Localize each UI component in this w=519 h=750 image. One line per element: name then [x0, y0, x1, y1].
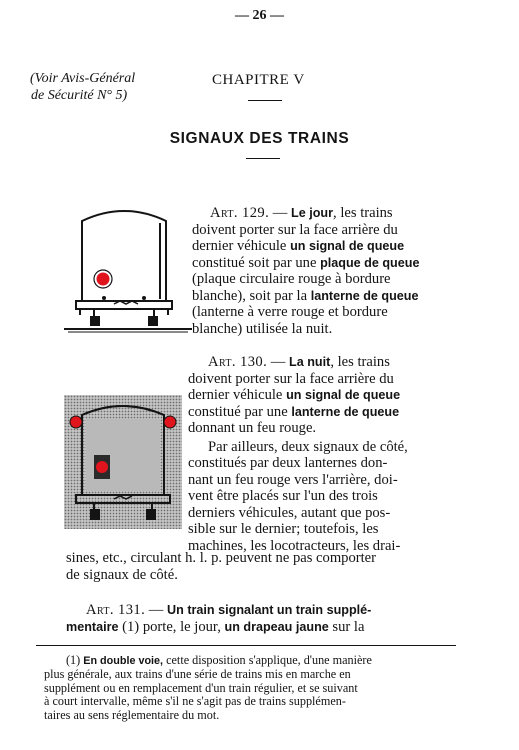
- text-run: —: [269, 205, 292, 221]
- text-run: doivent porter sur la face arrière du: [192, 221, 398, 238]
- art-line: [188, 505, 460, 522]
- text-run: constitué par une: [188, 403, 292, 420]
- art-line: [188, 387, 460, 404]
- title-rule: [246, 158, 280, 159]
- art-line: [188, 354, 460, 371]
- text-run: constitués par deux lanternes don-: [188, 455, 388, 471]
- footnote-rule: [36, 645, 456, 646]
- art-line: [188, 371, 460, 388]
- text-run: , les trains: [330, 354, 390, 370]
- text-run: , les trains: [333, 205, 393, 221]
- text-run: derniers véhicules, autant que pos-: [188, 504, 391, 521]
- text-run: —: [267, 354, 290, 370]
- art-line: [192, 205, 460, 222]
- text-run: doivent porter sur la face arrière du: [188, 370, 394, 387]
- art-line: [192, 271, 460, 288]
- footnote-line: [44, 695, 456, 708]
- art-line: [192, 255, 460, 272]
- text-run: blanche) utilisée la nuit.: [192, 320, 333, 337]
- bold-text: un signal de queue: [290, 239, 405, 253]
- bold-text: lanterne de queue: [310, 288, 419, 303]
- side-note-line-2: de Sécurité N° 5): [31, 88, 128, 103]
- text-run: (lanterne à verre rouge et bordure: [192, 304, 388, 320]
- text-run: à court intervalle, même s'il ne s'agit pas de trains supplémen-: [44, 694, 346, 709]
- footnote: [44, 654, 456, 722]
- text-run: cette disposition s'applique, d'une manière: [163, 653, 372, 667]
- text-run: Par ailleurs, deux signaux de côté,: [208, 438, 408, 455]
- art-line: [192, 238, 460, 255]
- bold-text: La nuit: [289, 355, 331, 369]
- article-130-continued: [66, 550, 460, 583]
- art-line: [188, 488, 460, 505]
- footnote-line: [44, 709, 456, 722]
- bold-text: En double voie,: [83, 655, 164, 667]
- bold-text: Le jour: [291, 206, 334, 220]
- footnote-line: [44, 682, 456, 695]
- text-run: (plaque circulaire rouge à bordure: [192, 271, 391, 287]
- text-run: de signaux de côté.: [66, 566, 178, 583]
- text-run: sible sur le dernier; toutefois, les: [188, 521, 379, 537]
- art-line: [192, 304, 460, 321]
- text-run: (1) porte, le jour,: [118, 618, 225, 635]
- art-line: [66, 619, 460, 636]
- article-130: [188, 354, 460, 554]
- line-text: [269, 205, 392, 221]
- tail-plate-wagon-illustration: [62, 203, 194, 338]
- art-line: [66, 602, 460, 619]
- text-run: blanche), soit par la: [192, 287, 311, 304]
- chapter-rule: [248, 100, 282, 101]
- tail-lantern-wagon-illustration: [64, 395, 182, 529]
- side-note-line-1: (Voir Avis-Général: [30, 71, 136, 86]
- art-line: [66, 550, 460, 567]
- art-line: [188, 404, 460, 421]
- bold-text: un signal de queue: [286, 388, 401, 402]
- text-run: —: [145, 602, 168, 618]
- bold-text: un drapeau jaune: [224, 619, 329, 634]
- footnote-line: [44, 668, 456, 681]
- text-run: nant un feu rouge vers l'arrière, doi-: [188, 471, 398, 488]
- art-line: [188, 521, 460, 538]
- text-run: supplément ou en remplacement d'un train régulier, et se suivant: [44, 680, 358, 695]
- text-run: dernier véhicule: [192, 238, 291, 254]
- line-text: [145, 602, 371, 618]
- line-text: [208, 439, 408, 455]
- text-run: taires au sens réglementaire du mot.: [44, 707, 220, 722]
- text-run: dernier véhicule: [188, 387, 287, 403]
- text-run: machines, les locotracteurs, les drai-: [188, 537, 401, 554]
- bold-text: plaque de queue: [320, 255, 420, 270]
- section-title: SIGNAUX DES TRAINS: [169, 130, 350, 147]
- art-line: [192, 222, 460, 239]
- art-line: [192, 321, 460, 338]
- art-line: [188, 420, 460, 437]
- side-note: [30, 70, 135, 104]
- text-run: constitué soit par une: [192, 254, 321, 271]
- text-run: sines, etc., circulant h. l. p. peuvent ne pas comporter: [66, 550, 377, 566]
- article-number: Art. 129.: [210, 205, 270, 221]
- footnote-line: [44, 654, 456, 668]
- text-run: plus générale, aux trains d'une série de trains mis en marche en: [44, 667, 351, 682]
- art-line: [192, 288, 460, 305]
- article-131: [66, 602, 460, 635]
- text-run: sur la: [328, 618, 365, 635]
- bold-text: mentaire: [66, 619, 119, 634]
- art-line: [188, 439, 460, 456]
- bold-text: Un train signalant un train supplé-: [167, 603, 372, 617]
- art-line: [188, 472, 460, 489]
- text-run: (1): [66, 653, 84, 667]
- bold-text: lanterne de queue: [291, 404, 400, 419]
- chapter-heading: CHAPITRE V: [212, 72, 305, 88]
- text-run: vent être placés sur l'un des trois: [188, 488, 378, 504]
- art-line: [188, 455, 460, 472]
- article-number: Art. 130.: [208, 354, 268, 370]
- text-run: donnant un feu rouge.: [188, 420, 317, 436]
- art-line: [66, 567, 460, 584]
- article-number: Art. 131.: [86, 602, 146, 618]
- line-text: [267, 354, 390, 370]
- page-number: — 26 —: [235, 8, 284, 23]
- article-129: [192, 205, 460, 337]
